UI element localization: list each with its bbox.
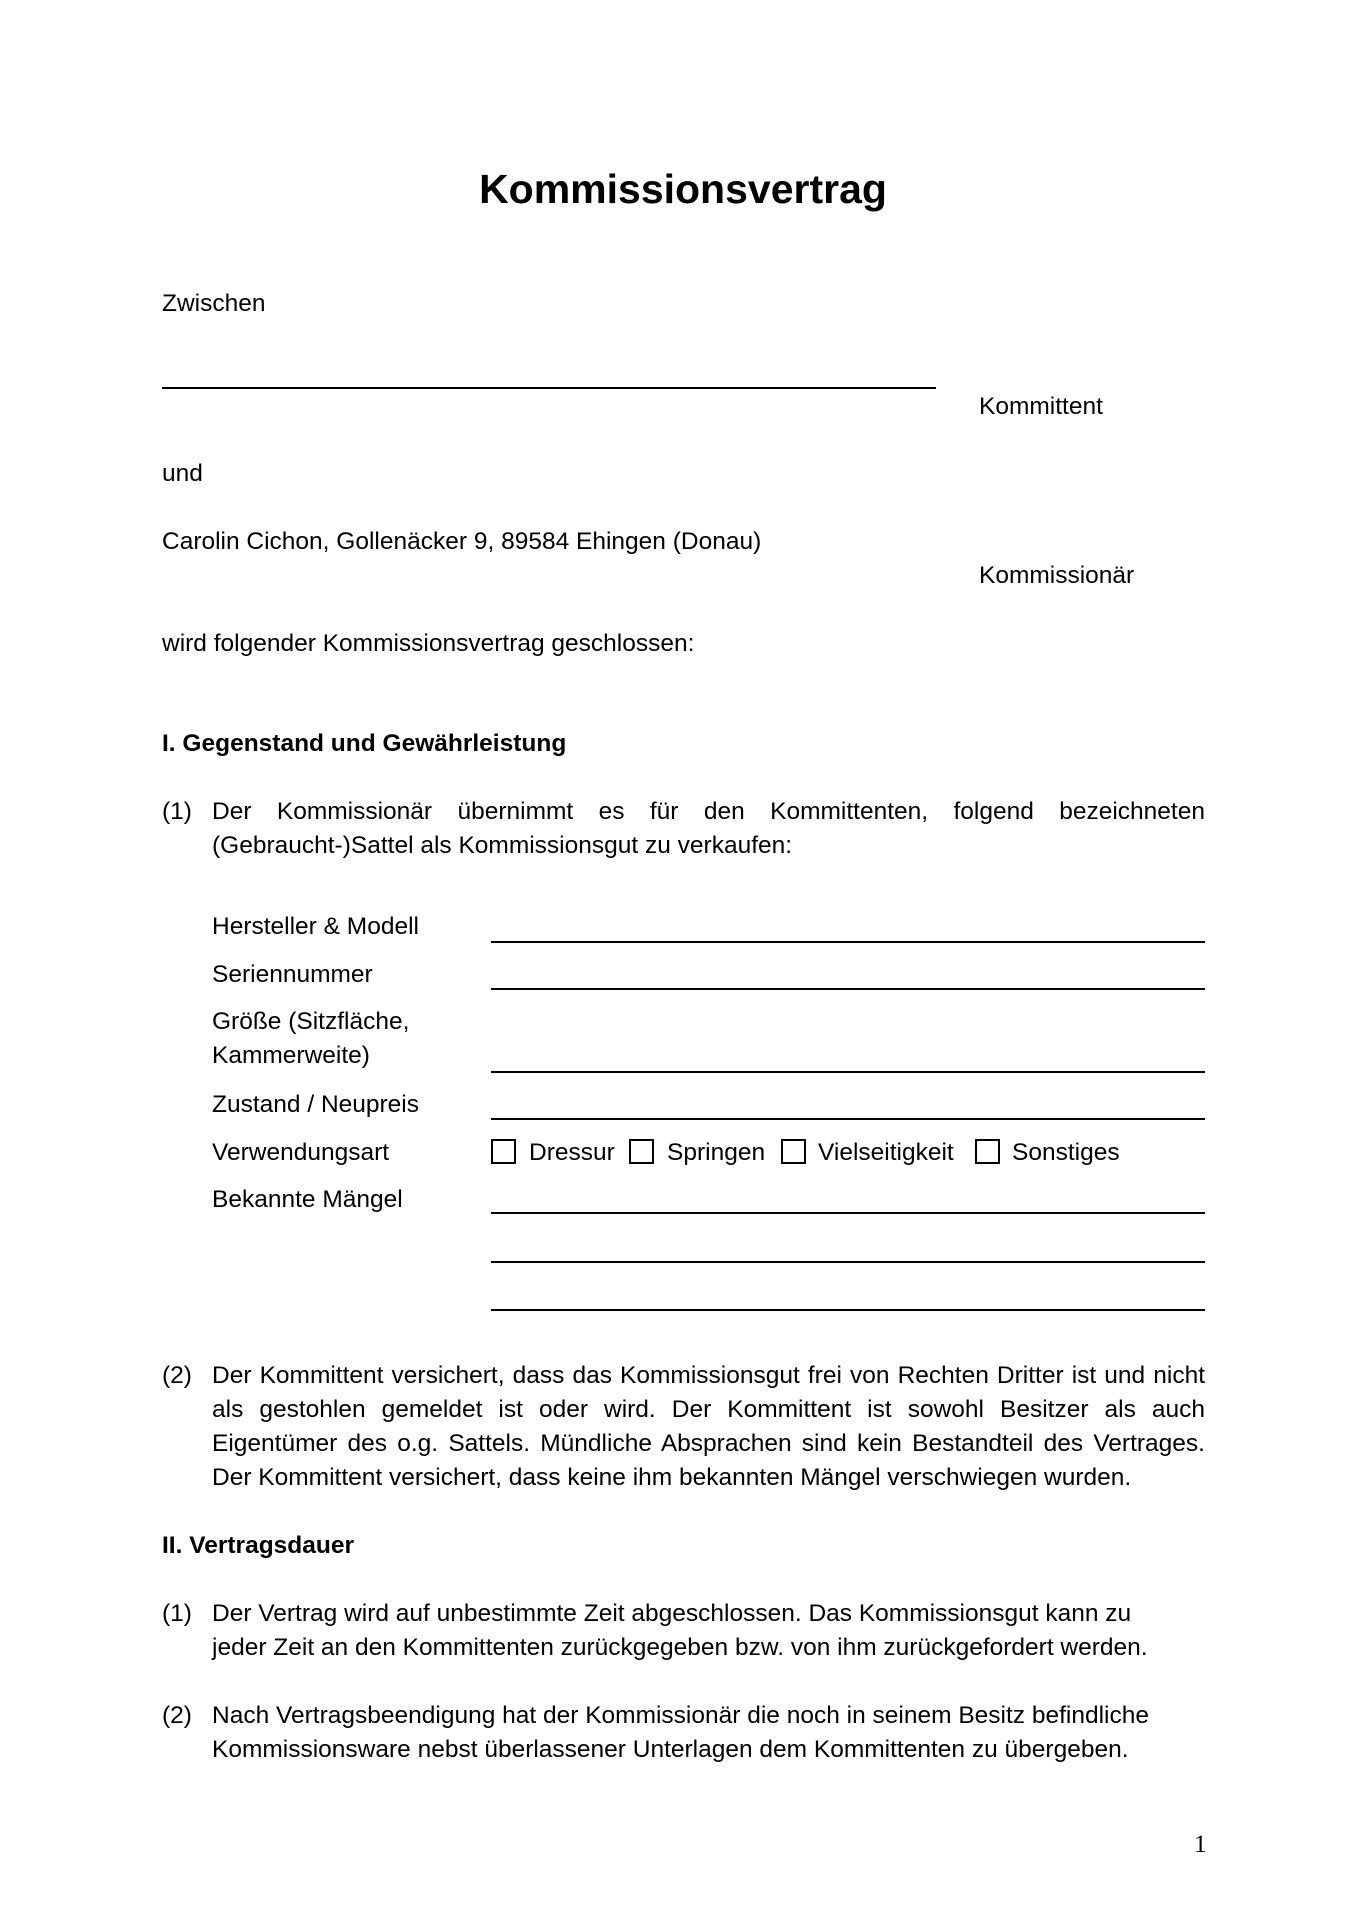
section2-p2-line1: Nach Vertragsbeendigung hat der Kommissionär die noch in seinem Besitz befindliche [212, 1702, 1149, 1729]
field-line-known-defects-1[interactable] [491, 1212, 1205, 1214]
section2-p1-line1: Der Vertrag wird auf unbestimmte Zeit abgeschlossen. Das Kommissionsgut kann zu [212, 1600, 1132, 1627]
field-label-size-line2: Kammerweite) [212, 1042, 370, 1069]
section1-p1-text: Der Kommissionär übernimmt es für den Kommittenten, folgend bezeichneten (Gebraucht-)Sattel als Kommissionsgut zu verkaufen: [212, 798, 1205, 859]
field-label-manufacturer-model: Hersteller & Modell [212, 913, 419, 940]
concluding-sentence: wird folgender Kommissionsvertrag geschlossen: [162, 630, 695, 657]
checkbox-sonstiges[interactable] [975, 1139, 1000, 1164]
principal-name-line[interactable] [162, 387, 936, 389]
field-line-manufacturer-model[interactable] [491, 941, 1205, 943]
section2-p1-line2: jeder Zeit an den Kommittenten zurückgegeben bzw. von ihm zurückgefordert werden. [212, 1634, 1148, 1661]
checkbox-label-vielseitigkeit: Vielseitigkeit [818, 1139, 954, 1166]
document-title: Kommissionsvertrag [479, 166, 887, 212]
section1-p1-number: (1) [162, 798, 192, 825]
field-label-size-line1: Größe (Sitzfläche, [212, 1008, 410, 1035]
section1-p2-number: (2) [162, 1362, 192, 1389]
checkbox-vielseitigkeit[interactable] [781, 1139, 806, 1164]
field-line-serial-number[interactable] [491, 988, 1205, 990]
field-line-known-defects-3[interactable] [491, 1309, 1205, 1311]
section2-p2-number: (2) [162, 1702, 192, 1729]
checkbox-dressur[interactable] [491, 1139, 516, 1164]
agent-address: Carolin Cichon, Gollenäcker 9, 89584 Ehingen (Donau) [162, 528, 762, 555]
field-line-condition-price[interactable] [491, 1118, 1205, 1120]
field-line-known-defects-2[interactable] [491, 1261, 1205, 1263]
checkbox-springen[interactable] [629, 1139, 654, 1164]
section1-heading: I. Gegenstand und Gewährleistung [162, 730, 567, 757]
conjunction-und: und [162, 460, 203, 487]
field-label-known-defects: Bekannte Mängel [212, 1186, 403, 1213]
page-number: 1 [1194, 1831, 1207, 1858]
role-agent: Kommissionär [979, 562, 1135, 589]
role-principal: Kommittent [979, 393, 1103, 420]
field-line-size[interactable] [491, 1071, 1205, 1073]
section2-p1-number: (1) [162, 1600, 192, 1627]
field-label-usage-type: Verwendungsart [212, 1139, 390, 1166]
checkbox-label-springen: Springen [667, 1139, 766, 1166]
field-label-condition-price: Zustand / Neupreis [212, 1091, 419, 1118]
checkbox-label-dressur: Dressur [529, 1139, 615, 1166]
field-label-serial-number: Seriennummer [212, 961, 373, 988]
section2-p2-line2: Kommissionsware nebst überlassener Unterlagen dem Kommittenten zu übergeben. [212, 1736, 1129, 1763]
checkbox-label-sonstiges: Sonstiges [1012, 1139, 1120, 1166]
section1-p2-text: Der Kommittent versichert, dass das Kommissionsgut frei von Rechten Dritter ist und nicht als gestohlen gemeldet ist oder wird. Der Kommittent ist sowohl Besitzer als auch Eigentümer des o.g. Sattels. Mündliche Absprachen sind kein Bestandteil des Vertrages. Der Kommittent versichert, dass keine ihm bekannten Mängel verschwiegen wurden. [212, 1362, 1205, 1491]
intro-between: Zwischen [162, 290, 266, 317]
section2-heading: II. Vertragsdauer [162, 1532, 355, 1559]
